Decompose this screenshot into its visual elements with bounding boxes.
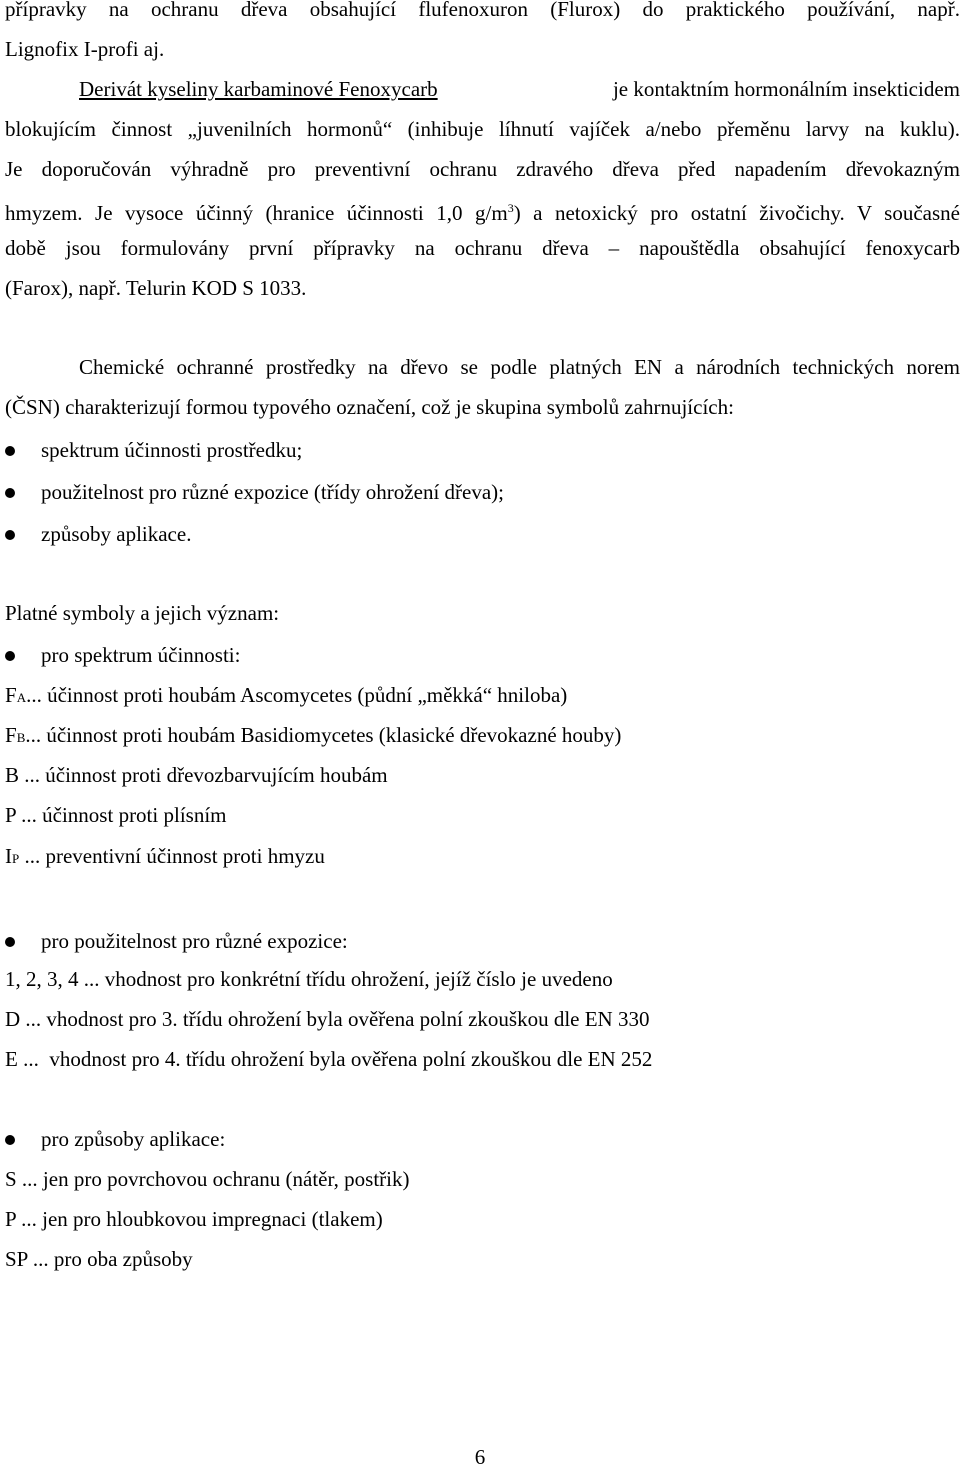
symbol-description: ... preventivní účinnost proti hmyzu (19, 844, 325, 868)
symbol-subscript: B (16, 730, 26, 745)
list-item-text: pro použitelnost pro různé expozice: (41, 929, 348, 953)
underlined-term: Derivát kyseliny karbaminové Fenoxycarb (79, 77, 438, 101)
symbol-line (5, 682, 567, 711)
symbol-line: P ... jen pro hloubkovou impregnaci (tlakem) (5, 1207, 383, 1231)
symbol-description: ... účinnost proti houbám Basidiomycetes (klasické dřevokazné houby) (25, 723, 622, 747)
symbol-line (5, 722, 621, 751)
text-line: přípravky na ochranu dřeva obsahující flufenoxuron (Flurox) do praktického používání, např. (5, 0, 960, 21)
list-item-text: pro spektrum účinnosti: (41, 643, 241, 667)
symbol-line: SP ... pro oba způsoby (5, 1247, 193, 1271)
text-span: ) a netoxický pro ostatní živočichy. V současné (513, 201, 960, 225)
bullet-icon (5, 1135, 15, 1145)
bullet-icon (5, 651, 15, 661)
symbol-subscript: P (12, 851, 20, 866)
text-line: době jsou formulovány první přípravky na ochranu dřeva – napouštědla obsahující fenoxycarb (5, 236, 960, 260)
text-span: je kontaktním hormonálním insekticidem (612, 77, 960, 101)
symbol-description: ... účinnost proti dřevozbarvujícím houbám (19, 763, 388, 787)
text-line: (ČSN) charakterizují formou typového označení, což je skupina symbolů zahrnujících: (5, 395, 734, 419)
symbol-line: 1, 2, 3, 4 ... vhodnost pro konkrétní třídu ohrožení, jejíž číslo je uvedeno (5, 967, 613, 991)
symbol-line (5, 843, 325, 872)
symbol-line: S ... jen pro povrchovou ochranu (nátěr, postřik) (5, 1167, 410, 1191)
symbol-line (5, 802, 227, 828)
list-item-text: pro způsoby aplikace: (41, 1127, 226, 1151)
list-item-text: způsoby aplikace. (41, 522, 192, 546)
bullet-icon (5, 530, 15, 540)
text-line: (Farox), např. Telurin KOD S 1033. (5, 276, 307, 300)
symbol-subscript: A (16, 690, 27, 705)
symbol-line (5, 762, 388, 788)
list-item-text: spektrum účinnosti prostředku; (41, 438, 303, 462)
text-line: Je doporučován výhradně pro preventivní ochranu zdravého dřeva před napadením dřevokazným (5, 157, 960, 181)
superscript: 3 (507, 201, 514, 215)
symbol: B (5, 763, 20, 787)
page-number: 6 (474, 1445, 486, 1469)
text-line: blokujícím činnost „juvenilních hormonů“ (inhibuje líhnutí vajíček a/nebo přeměnu larvy na kuklu). (5, 117, 960, 141)
text-span: hmyzem. Je vysoce účinný (hranice účinnosti 1,0 g/m (5, 201, 508, 225)
symbol-line: D ... vhodnost pro 3. třídu ohrožení byla ověřena polní zkouškou dle EN 330 (5, 1007, 650, 1031)
bullet-icon (5, 937, 15, 947)
section-heading: Platné symboly a jejich význam: (5, 601, 280, 625)
symbol-description: ... účinnost proti houbám Ascomycetes (půdní „měkká“ hniloba) (26, 683, 568, 707)
symbol-line: E ... vhodnost pro 4. třídu ohrožení byla ověřena polní zkouškou dle EN 252 (5, 1047, 653, 1071)
text-line: Lignofix I-profi aj. (5, 37, 165, 61)
bullet-icon (5, 488, 15, 498)
symbol: F (5, 683, 17, 707)
list-item-text: použitelnost pro různé expozice (třídy ohrožení dřeva); (41, 480, 504, 504)
text-line (79, 76, 960, 102)
symbol-description: ... účinnost proti plísním (15, 803, 227, 827)
text-line: Chemické ochranné prostředky na dřevo se podle platných EN a národních technických norem (79, 355, 960, 379)
symbol: I (5, 844, 12, 868)
bullet-icon (5, 446, 15, 456)
symbol: P (5, 803, 16, 827)
text-line (5, 195, 960, 226)
symbol: F (5, 723, 17, 747)
